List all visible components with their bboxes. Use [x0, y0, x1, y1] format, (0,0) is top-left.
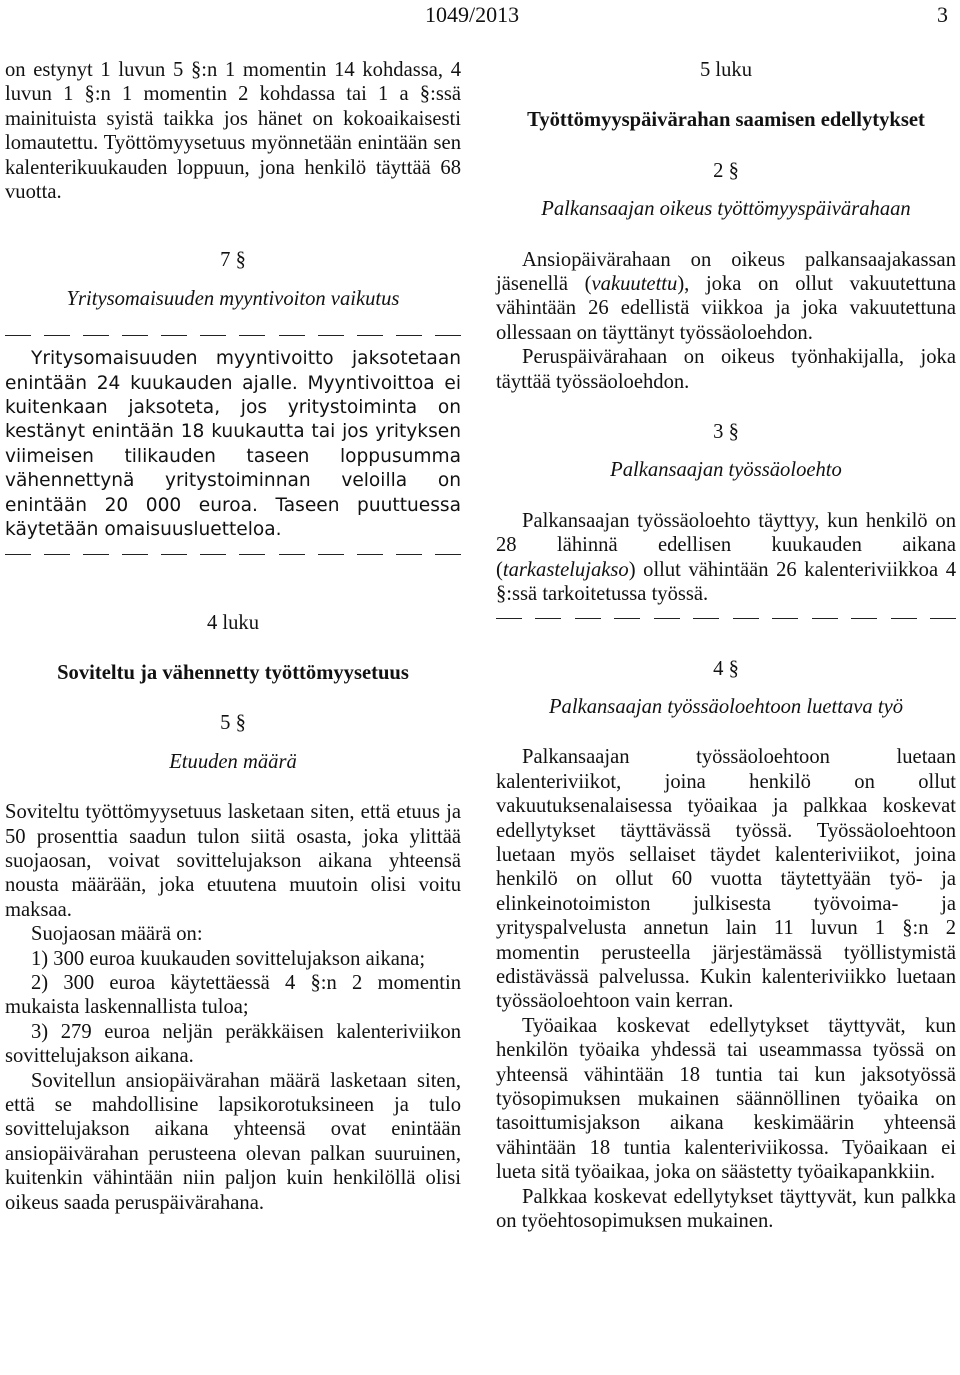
section-5-title: Etuuden määrä: [169, 750, 297, 773]
right-column: [496, 58, 956, 1233]
section-2-number: 2 §: [713, 159, 739, 182]
term-vakuutettu: vakuutettu: [591, 273, 678, 296]
section-5-paragraph-3: Sovitellun ansiopäivärahan määrä lasketaan siten, että se mahdollisine lapsikorotuksineen ja tulo sovittelujakson aikana yhteensä ovat enintään ansiopäivärahan perusteena olevan palkan suuruinen, kuitenkin vähintään niin paljon kuin henkilöllä olisi oikeus saada peruspäivärahana.: [5, 1069, 461, 1214]
section-2-title: Palkansaajan oikeus työttömyyspäivärahaan: [541, 198, 911, 221]
section-4-paragraph-3: Palkkaa koskevat edellytykset täyttyvät, kun palkka on työehtosopimuksen mukainen.: [496, 1185, 956, 1233]
omission-dashes: [496, 607, 956, 631]
omission-dashes: [5, 323, 461, 347]
section-2-paragraph-2: Peruspäivärahaan on oikeus työnhakijalla, joka täyttää työssäoloehdon.: [496, 346, 956, 393]
section-5-item-2: 2) 300 euroa käytettäessä 4 §:n 2 momentin mukaista laskennallista tuloa;: [5, 971, 461, 1019]
chapter-4-title: Soviteltu ja vähennetty työttömyysetuus: [57, 661, 409, 684]
omission-dashes: [5, 543, 461, 567]
section-4-number: 4 §: [713, 657, 739, 680]
term-tarkastelujakso: tarkastelujakso: [502, 558, 629, 581]
section-7-paragraph: Yritysomaisuuden myyntivoitto jaksotetaan enintään 24 kuukauden ajalle. Myyntivoittoa ei kuitenkaan jaksoteta, jos yritystoiminta on kestänyt enintään 18 kuukautta tai jos yrityksen viimeisen tilikauden taseen loppusumma vähennettynä yritystoiminnan veloilla on enintään 20 000 euroa. Taseen puuttuessa käytetään omaisuusluetteloa.: [5, 348, 461, 541]
document-number: 1049/2013: [425, 2, 520, 27]
left-column: [5, 58, 461, 1215]
chapter-5-title: Työttömyyspäivärahan saamisen edellytykset: [527, 109, 925, 132]
section-7-number: 7 §: [220, 249, 246, 272]
section-7-title: Yritysomaisuuden myyntivoiton vaikutus: [66, 287, 400, 310]
section-5-number: 5 §: [220, 712, 246, 735]
section-4-title: Palkansaajan työssäoloehtoon luettava työ: [548, 695, 904, 718]
section-5-item-3: 3) 279 euroa neljän peräkkäisen kalenteriviikon sovittelujakson aikana.: [5, 1020, 461, 1068]
section-5-paragraph-1: Soviteltu työttömyysetuus lasketaan siten, että etuus ja 50 prosenttia saadun tulon siitä osasta, joka ylittää suojaosan, voivat sovittelujakson aikana yhteensä nousta määrään, joka etuutena muutoin olisi voitu maksaa.: [5, 801, 461, 921]
page-number: 3: [937, 2, 948, 27]
intro-paragraph: on estynyt 1 luvun 5 §:n 1 momentin 14 kohdassa, 4 luvun 1 §:n 1 momentin 2 kohdassa tai 1 a §:ssä mainituista syistä taikka jos hänet on kokoaikaisesti lomautettu. Työttömyysetuus myönnetään enintään sen kalenterikuukauden loppuun, jona henkilö täyttää 68 vuotta.: [5, 59, 461, 204]
section-3-title: Palkansaajan työssäoloehto: [610, 459, 842, 482]
section-2-paragraph-1: Ansiopäivärahaan on oikeus palkansaajakassan jäsenellä (vakuutettu), joka on ollut vakuutettuna vähintään 26 edellistä viikkoa ja joka vakuutettuna ollessaan on täyttänyt työssäoloehdon.: [496, 248, 957, 344]
section-4-paragraph-2: Työaikaa koskevat edellytykset täyttyvät, kun henkilön työaika yhdessä tai useammassa työssä on yhteensä vähintään 18 tuntia tai kun jaksotyössä työsopimuksen mukainen säännöllinen työaika on tasoittumisjakson aikana keskimäärin yhteensä vähintään 18 tuntia kalenteriviikossa. Työaikaan ei lueta sitä työaikaa, joka on säästetty työaikapankkiin.: [496, 1014, 956, 1184]
section-5-item-1: 1) 300 euroa kuukauden sovittelujakson aikana;: [31, 947, 426, 970]
section-5-paragraph-2: Suojaosan määrä on:: [31, 923, 203, 946]
chapter-4-label: 4 luku: [206, 611, 260, 634]
section-3-number: 3 §: [713, 421, 739, 444]
section-3-paragraph-1: Palkansaajan työssäoloehto täyttyy, kun henkilö on 28 lähinnä edellisen kuukauden aikana (tarkastelujakso) ollut vähintään 26 kalenteriviikkoa 4 §:ssä tarkoitetussa työssä.: [496, 509, 956, 606]
section-4-paragraph-1: Palkansaajan työssäoloehtoon luetaan kalenteriviikot, joina henkilö on ollut vakuutuksenalaisessa työaikaa ja palkkaa koskevat edellytykset täyttävässä työssä. Työssäoloehtoon luetaan myös sellaiset täydet kalenteriviikot, joina henkilö on ollut 60 vuotta täytettyään työ- ja elinkeinotoimiston julkisesta työvoima- ja yrityspalvelusta annetun lain 11 luvun 1 §:n 2 momentin perusteella järjestämässä työllistymistä edistävässä palvelussa. Kukin kalenteriviikko luetaan työssäoloehtoon vain kerran.: [496, 746, 956, 1013]
chapter-5-label: 5 luku: [699, 59, 753, 81]
